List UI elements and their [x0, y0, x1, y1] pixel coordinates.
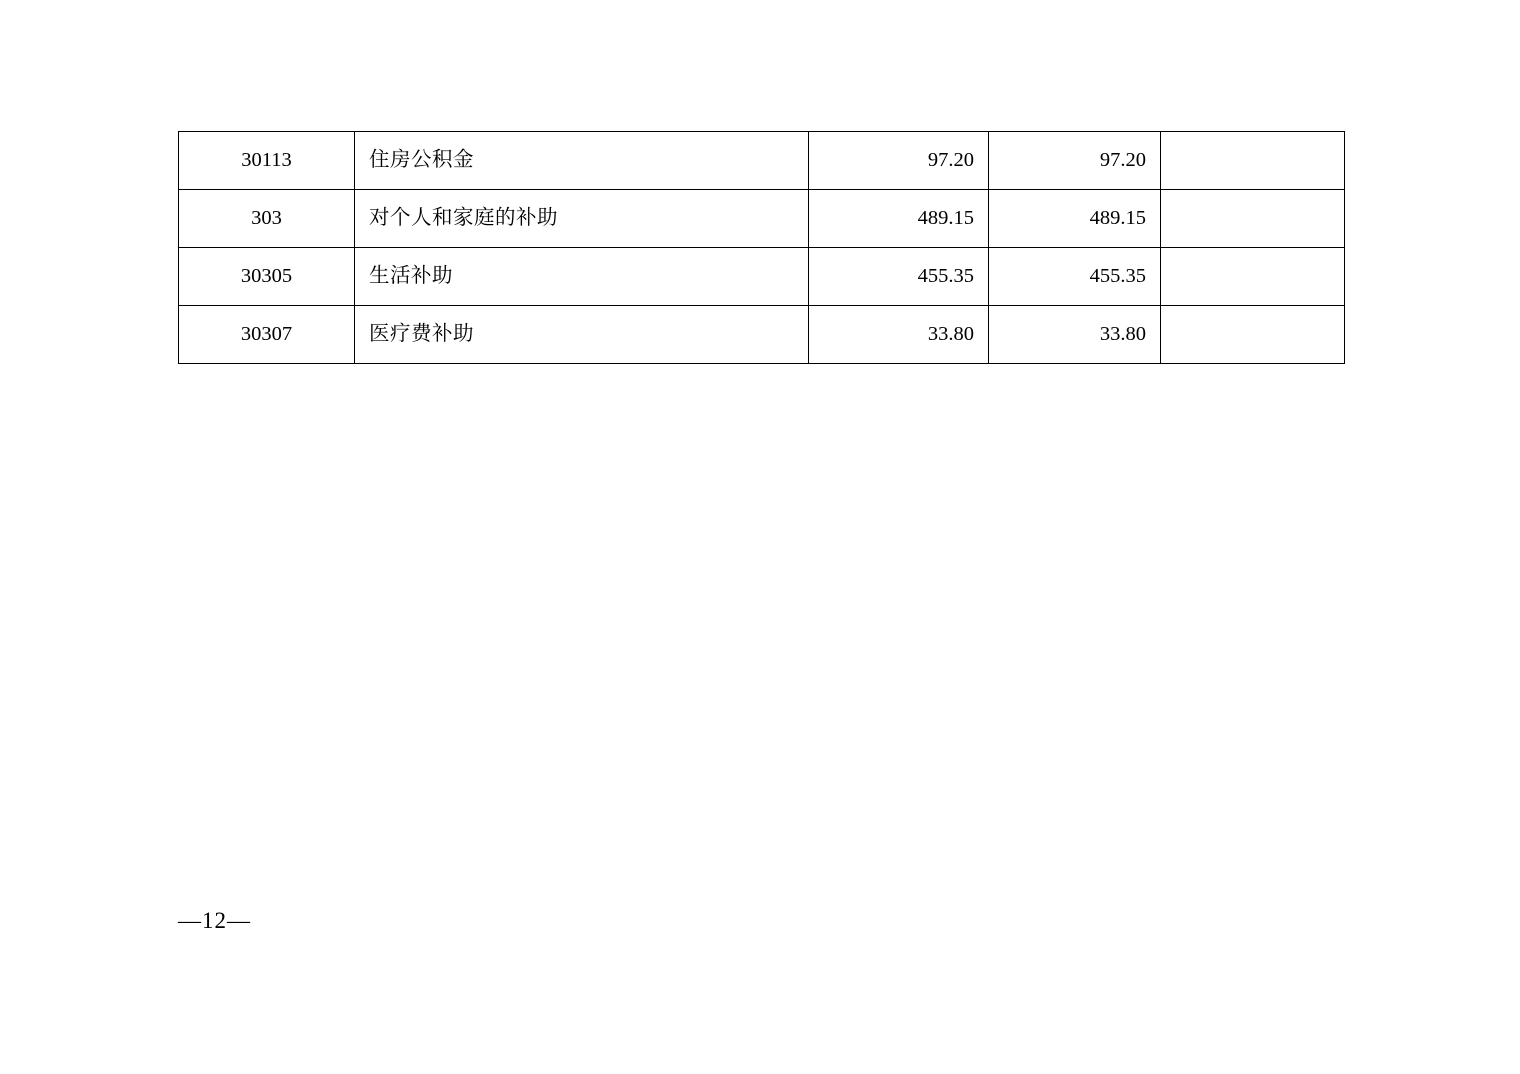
cell-amount-3 — [1161, 190, 1345, 248]
cell-amount-1: 33.80 — [809, 306, 989, 364]
cell-code: 30113 — [179, 132, 355, 190]
cell-amount-1: 455.35 — [809, 248, 989, 306]
table-body — [179, 132, 1345, 364]
cell-amount-1: 489.15 — [809, 190, 989, 248]
cell-amount-2: 455.35 — [989, 248, 1161, 306]
cell-amount-3 — [1161, 306, 1345, 364]
page-number: —12— — [178, 908, 251, 933]
table-row — [179, 306, 1345, 364]
cell-amount-2: 97.20 — [989, 132, 1161, 190]
cell-name: 医疗费补助 — [355, 306, 809, 364]
cell-code: 303 — [179, 190, 355, 248]
cell-amount-3 — [1161, 132, 1345, 190]
table-row — [179, 248, 1345, 306]
cell-amount-1: 97.20 — [809, 132, 989, 190]
cell-name: 生活补助 — [355, 248, 809, 306]
cell-amount-2: 489.15 — [989, 190, 1161, 248]
cell-code: 30307 — [179, 306, 355, 364]
cell-name: 对个人和家庭的补助 — [355, 190, 809, 248]
cell-name: 住房公积金 — [355, 132, 809, 190]
cell-amount-2: 33.80 — [989, 306, 1161, 364]
table-row — [179, 132, 1345, 190]
cell-code: 30305 — [179, 248, 355, 306]
cell-amount-3 — [1161, 248, 1345, 306]
table-row — [179, 190, 1345, 248]
budget-expenditure-table — [178, 131, 1345, 364]
